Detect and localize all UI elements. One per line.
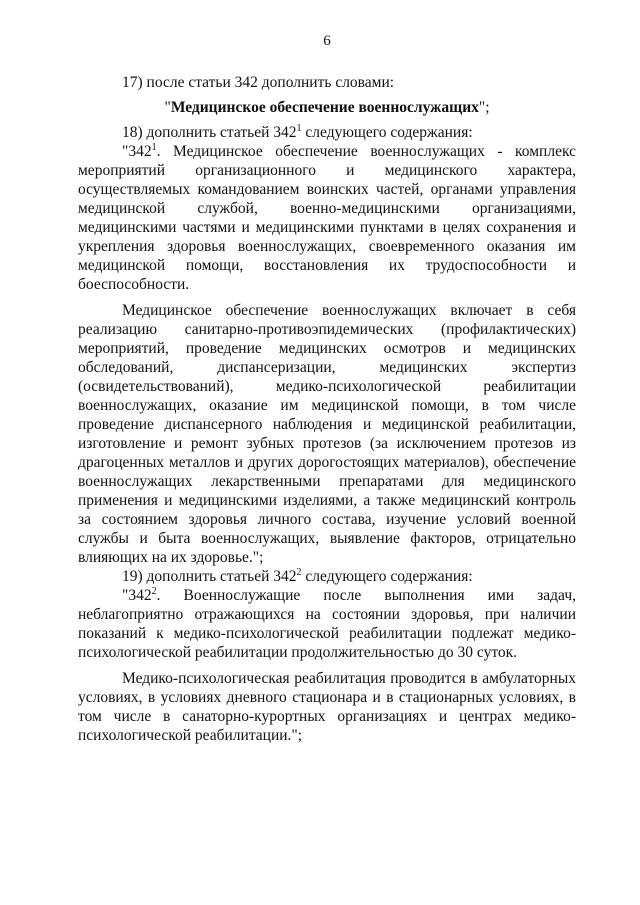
item-19-intro-tail: следующего содержания: (301, 568, 473, 585)
quote-open: " (164, 99, 171, 116)
article-342-2-superscript: 2 (151, 585, 157, 597)
item-17-heading-line (78, 98, 576, 117)
item-18-intro (78, 123, 576, 142)
quote-close: "; (478, 99, 490, 116)
page-number: 6 (323, 33, 331, 49)
article-342-1-superscript: 1 (151, 141, 157, 153)
item-19-intro-text: 19) дополнить статьей 342 (122, 568, 297, 585)
article-342-1-text: . Медицинское обеспечение военнослужащих - комплекс мероприятий организационного и медицинского характера, осуществляемых командованием воинских частей, органами управления медицинской службой, военно-медицинскими организациями, медицинскими частями и медицинскими пунктами в целях сохранения и укрепления здоровья военнослужащих, своевременного оказания им медицинской помощи, восстановления их трудоспособности и боеспособности. (78, 143, 576, 293)
article-342-2-number: "342 (122, 587, 152, 604)
article-342-2-paragraph-2: Медико-психологическая реабилитация проводится в амбулаторных условиях, в условиях дневного стационара и в стационарных условиях, в том числе в санаторно-курортных организациях и центрах медико-психологической реабилитации."; (78, 670, 576, 744)
article-342-1-number: "342 (122, 143, 152, 160)
section-heading: Медицинское обеспечение военнослужащих (170, 99, 479, 116)
item-18-intro-tail: следующего содержания: (301, 124, 473, 141)
article-342-1-paragraph-2: Медицинское обеспечение военнослужащих включает в себя реализацию санитарно-противоэпидемических (профилактических) мероприятий, проведение медицинских осмотров и медицинских обследований, диспансеризации, медицинских экспертиз (освидетельствований), медико-психологической реабилитации военнослужащих, оказание им медицинской помощи, в том числе проведение диспансерного наблюдения и медицинской реабилитации, изготовление и ремонт зубных протезов (за исключением протезов из драгоценных металлов и других дорогостоящих материалов), обеспечение военнослужащих лекарственными препаратами для медицинского применения и медицинскими изделиями, а также медицинский контроль за состоянием здоровья личного состава, изучение условий военной службы и быта военнослужащих, выявление факторов, отрицательно влияющих на их здоровье."; (78, 302, 576, 566)
item-19-intro-superscript: 2 (296, 566, 302, 578)
item-18-intro-text: 18) дополнить статьей 342 (122, 124, 297, 141)
article-342-2-paragraph-1 (78, 586, 576, 662)
item-17-text: 17) после статьи 342 дополнить словами: (122, 74, 395, 91)
article-342-1-paragraph-1 (78, 142, 576, 294)
item-18-intro-superscript: 1 (296, 122, 302, 134)
article-342-2-text: . Военнослужащие после выполнения ими задач, неблагоприятно отражающихся на состоянии здоровья, при наличии показаний к медико-психологической реабилитации подлежат медико-психологической реабилитации продолжительностью до 30 суток. (78, 587, 576, 661)
item-19-intro (78, 567, 576, 586)
